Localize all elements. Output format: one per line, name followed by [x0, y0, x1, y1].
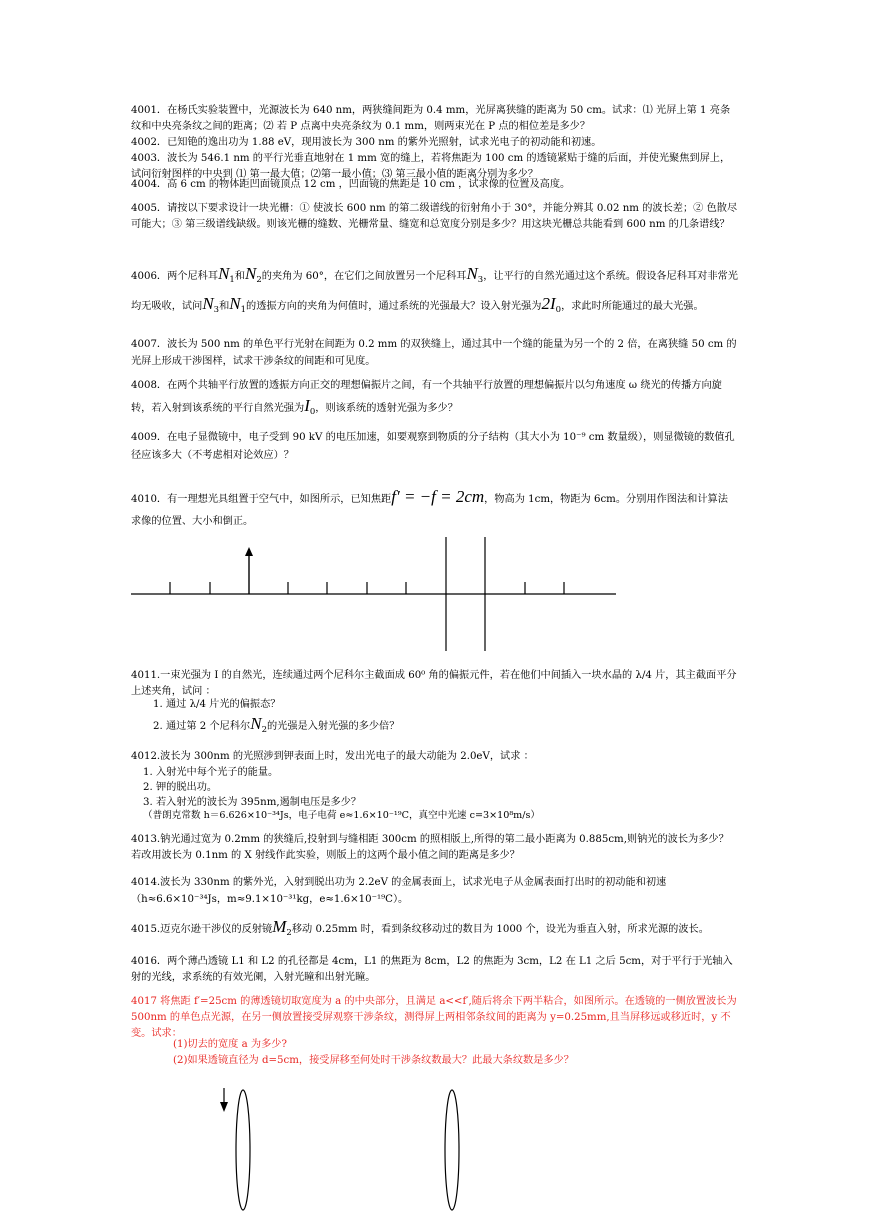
problem-4006: 4006．两个尼科耳$N_1$和$N_2$的夹角为 60°，在它们之间放置另一个尼科耳$N_3$，让平行的自然光通过这个系统。假设各尼科耳对非常光均无吸收，试问$N_3$和$N_1$的透振方向的夹角为何值时，通过系统的光强最大？设入射光强为$2I_0$，求此时所能通过的最大光强。 — [131, 264, 738, 316]
source-arrow-head — [220, 1102, 228, 1112]
problem-4012-q2: 2. 钾的脱出功。 — [143, 782, 218, 793]
problem-4015: 4015.迈克尔逊干涉仪的反射镜$M_2$移动 0.25mm 时，看到条纹移动过的数目为 1000 个，设光为垂直入射，所求光源的波长。 — [131, 917, 709, 939]
optical-system-diagram — [131, 537, 616, 651]
problem-4011-q2: 2. 通过第 2 个尼科尔$N_2$的光强是入射光强的多少倍？ — [153, 714, 400, 736]
problem-4012-constants: （普朗克常数 h＝6.626×10⁻³⁴Js，电子电荷 e≈1.6×10⁻¹⁹C，真空中光速 c=3×10⁸m/s） — [143, 810, 541, 821]
problem-4011: 4011.一束光强为 I 的自然光，连续通过两个尼科尔主截面成 60⁰ 角的偏振元件，若在他们中间插入一块水晶的 λ/4 片，其主截面平分上述夹角，试问 ： — [131, 670, 737, 697]
object-arrow-head — [245, 547, 253, 556]
focal-equation: f′ = −f = 2cm — [391, 487, 485, 506]
problem-4011-q1: 1. 通过 λ/4 片光的偏振态？ — [153, 699, 281, 710]
problem-4012-q1: 1. 入射光中每个光子的能量。 — [143, 767, 279, 778]
problem-4012-q3: 3. 若入射光的波长为 395nm,遏制电压是多少？ — [143, 797, 362, 808]
problem-4017-q2: (2)如果透镜直径为 d=5cm，接受屏移至何处时干涉条纹数最大？此最大条纹数是多少？ — [173, 1055, 574, 1066]
problem-4008: 4008．在两个共轴平行放置的透振方向正交的理想偏振片之间，有一个共轴平行放置的理想偏振片以匀角速度 ω 绕光的传播方向旋转，若入射到该系统的平行自然光强为$I_0$，则该系统的透射光强为多少？ — [131, 380, 722, 418]
lens-left — [236, 1090, 250, 1210]
problem-4001: 4001．在杨氏实验装置中，光源波长为 640 nm，两狭缝间距为 0.4 mm，光屏离狭缝的距离为 50 cm。试求：⑴ 光屏上第 1 亮条纹和中央亮条纹之间的距离；⑵ 若 P 点离中央亮条纹为 0.1 mm，则两束光在 P 点的相位差是多少？ — [131, 105, 731, 132]
lens-right — [445, 1090, 459, 1210]
problem-4013: 4013.钠光通过宽为 0.2mm 的狭缝后,投射到与缝相距 300cm 的照相版上,所得的第二最小距离为 0.885cm,则钠光的波长为多少？若改用波长为 0.1nm 的 X 射线作此实验，则版上的这两个最小值之间的距离是多少？ — [131, 834, 729, 861]
problem-4017: 4017 将焦距 f′=25cm 的薄透镜切取宽度为 a 的中央部分，且满足 a<<f′,随后将余下两半粘合，如图所示。在透镜的一侧放置波长为 500nm 的单色点光源，在另一侧放置接受屏观察干涉条纹，测得屏上两相邻条纹间的距离为 y=0.25mm,且当屏移远或移近时，y 不变。试求： — [131, 996, 737, 1039]
lens-diagram — [224, 1088, 459, 1210]
problem-4017-q1: (1)切去的宽度 a 为多少? — [173, 1039, 287, 1050]
problem-4003: 4003．波长为 546.1 nm 的平行光垂直地射在 1 mm 宽的缝上，若将焦距为 100 cm 的透镜紧贴于缝的后面，并使光聚焦到屏上，试问衍射图样的中央到 ⑴ 第一最大值；⑵第一最小值；⑶ 第三最小值的距离分别为多少？ — [131, 153, 731, 180]
problem-4002: 4002．已知铯的逸出功为 1.88 eV，现用波长为 300 nm 的紫外光照射，试求光电子的初动能和初速。 — [131, 137, 602, 148]
problem-4004: 4004．高 6 cm 的物体距凹面镜顶点 12 cm ，凹面镜的焦距是 10 cm ，试求像的位置及高度。 — [131, 179, 571, 190]
problem-4005: 4005．请按以下要求设计一块光栅：① 使波长 600 nm 的第二级谱线的衍射角小于 30°，并能分辨其 0.02 nm 的波长差；② 色散尽可能大；③ 第三级谱线缺级。则该光栅的缝数、光栅常量、缝宽和总宽度分别是多少？用这块光栅总共能看到 600 nm 的几条谱线？ — [131, 203, 738, 230]
problem-4009: 4009．在电子显微镜中，电子受到 90 kV 的电压加速，如要观察到物质的分子结构（其大小为 10⁻⁹ cm 数量级），则显微镜的数值孔径应该多大（不考虑相对论效应）？ — [131, 432, 735, 461]
problem-4012: 4012.波长为 300nm 的光照涉到钾表面上时，发出光电子的最大动能为 2.0eV，试求 ： — [131, 751, 534, 762]
problem-4016: 4016．两个薄凸透镜 L1 和 L2 的孔径都是 4cm，L1 的焦距为 8cm，L2 的焦距为 3cm，L2 在 L1 之后 5cm，对于平行于光轴入射的光线，求系统的有效光阑，入射光瞳和出射光瞳。 — [131, 956, 733, 983]
problem-4007: 4007．波长为 500 nm 的单色平行光射在间距为 0.2 mm 的双狭缝上，通过其中一个缝的能量为另一个的 2 倍，在离狭缝 50 cm 的光屏上形成干涉图样，试求干涉条纹的间距和可见度。 — [131, 339, 737, 367]
problem-4010: 4010．有一理想光具组置于空气中，如图所示，已知焦距f′ = −f = 2cm，物高为 1cm，物距为 6cm。分别用作图法和计算法求像的位置、大小和倒正。 — [131, 487, 728, 527]
problem-4014: 4014.波长为 330nm 的紫外光，入射到脱出功为 2.2eV 的金属表面上，试求光电子从金属表面打出时的初动能和初速（h≈6.6×10⁻³⁴Js，m≈9.1×10⁻³¹kg，e≈1.6×10⁻¹⁹C）。 — [131, 877, 667, 905]
